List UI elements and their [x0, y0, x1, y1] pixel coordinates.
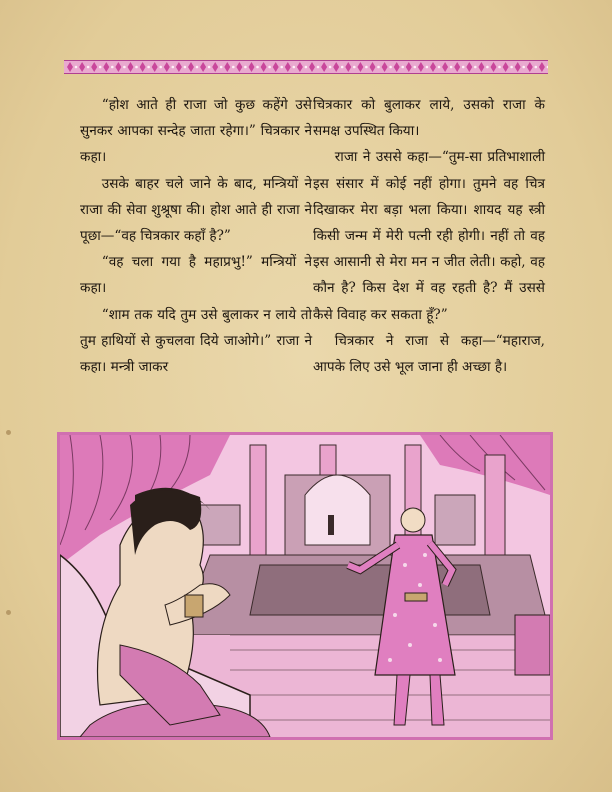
right-paragraph-3: चित्रकार ने राजा से कहा—“महाराज, आपके लिए उसे भूल जाना ही अच्छा है।: [313, 332, 545, 376]
left-paragraph-3: “वह चला गया है महाप्रभु!” मन्त्रियों ने कहा।: [80, 254, 312, 297]
punch-hole-mark: [6, 430, 11, 435]
ornamental-border: [64, 60, 548, 74]
punch-hole-mark: [6, 610, 11, 615]
left-text-column: [80, 92, 312, 380]
left-paragraph-4: “शाम तक यदि तुम उसे बुलाकर न लाये तो तुम हाथियों से कुचलवा दिये जाओगे।” राजा ने कहा। मन्त्री जाकर: [80, 306, 312, 376]
story-illustration: [57, 432, 553, 740]
right-text-column: [313, 92, 545, 380]
left-paragraph-1: “होश आते ही राजा जो कुछ कहेंगे उसे सुनकर आपका सन्देह जाता रहेगा।” चित्रकार ने कहा।: [80, 97, 312, 166]
right-paragraph-2: राजा ने उससे कहा—“तुम-सा प्रतिभाशाली इस संसार में कोई नहीं होगा। तुमने वह चित्र दिखाकर मेरा बड़ा भला किया। शायद यह स्त्री किसी जन्म में मेरी पत्नी रही होगी। नहीं तो वह इस आसानी से मेरा मन न जीत लेती। कहो, वह कौन है? किस देश में वह रहती है? मैं उससे कैसे विवाह कर सकता हूँ?”: [313, 149, 545, 323]
illustration-drawing: [60, 435, 550, 737]
right-paragraph-1: चित्रकार को बुलाकर लाये, उसको राजा के समक्ष उपस्थित किया।: [313, 97, 545, 140]
left-paragraph-2: उसके बाहर चले जाने के बाद, मन्त्रियों ने राजा की सेवा शुश्रूषा की। होश आते ही राजा ने पूछा—“वह चित्रकार कहाँ है?”: [80, 175, 312, 245]
